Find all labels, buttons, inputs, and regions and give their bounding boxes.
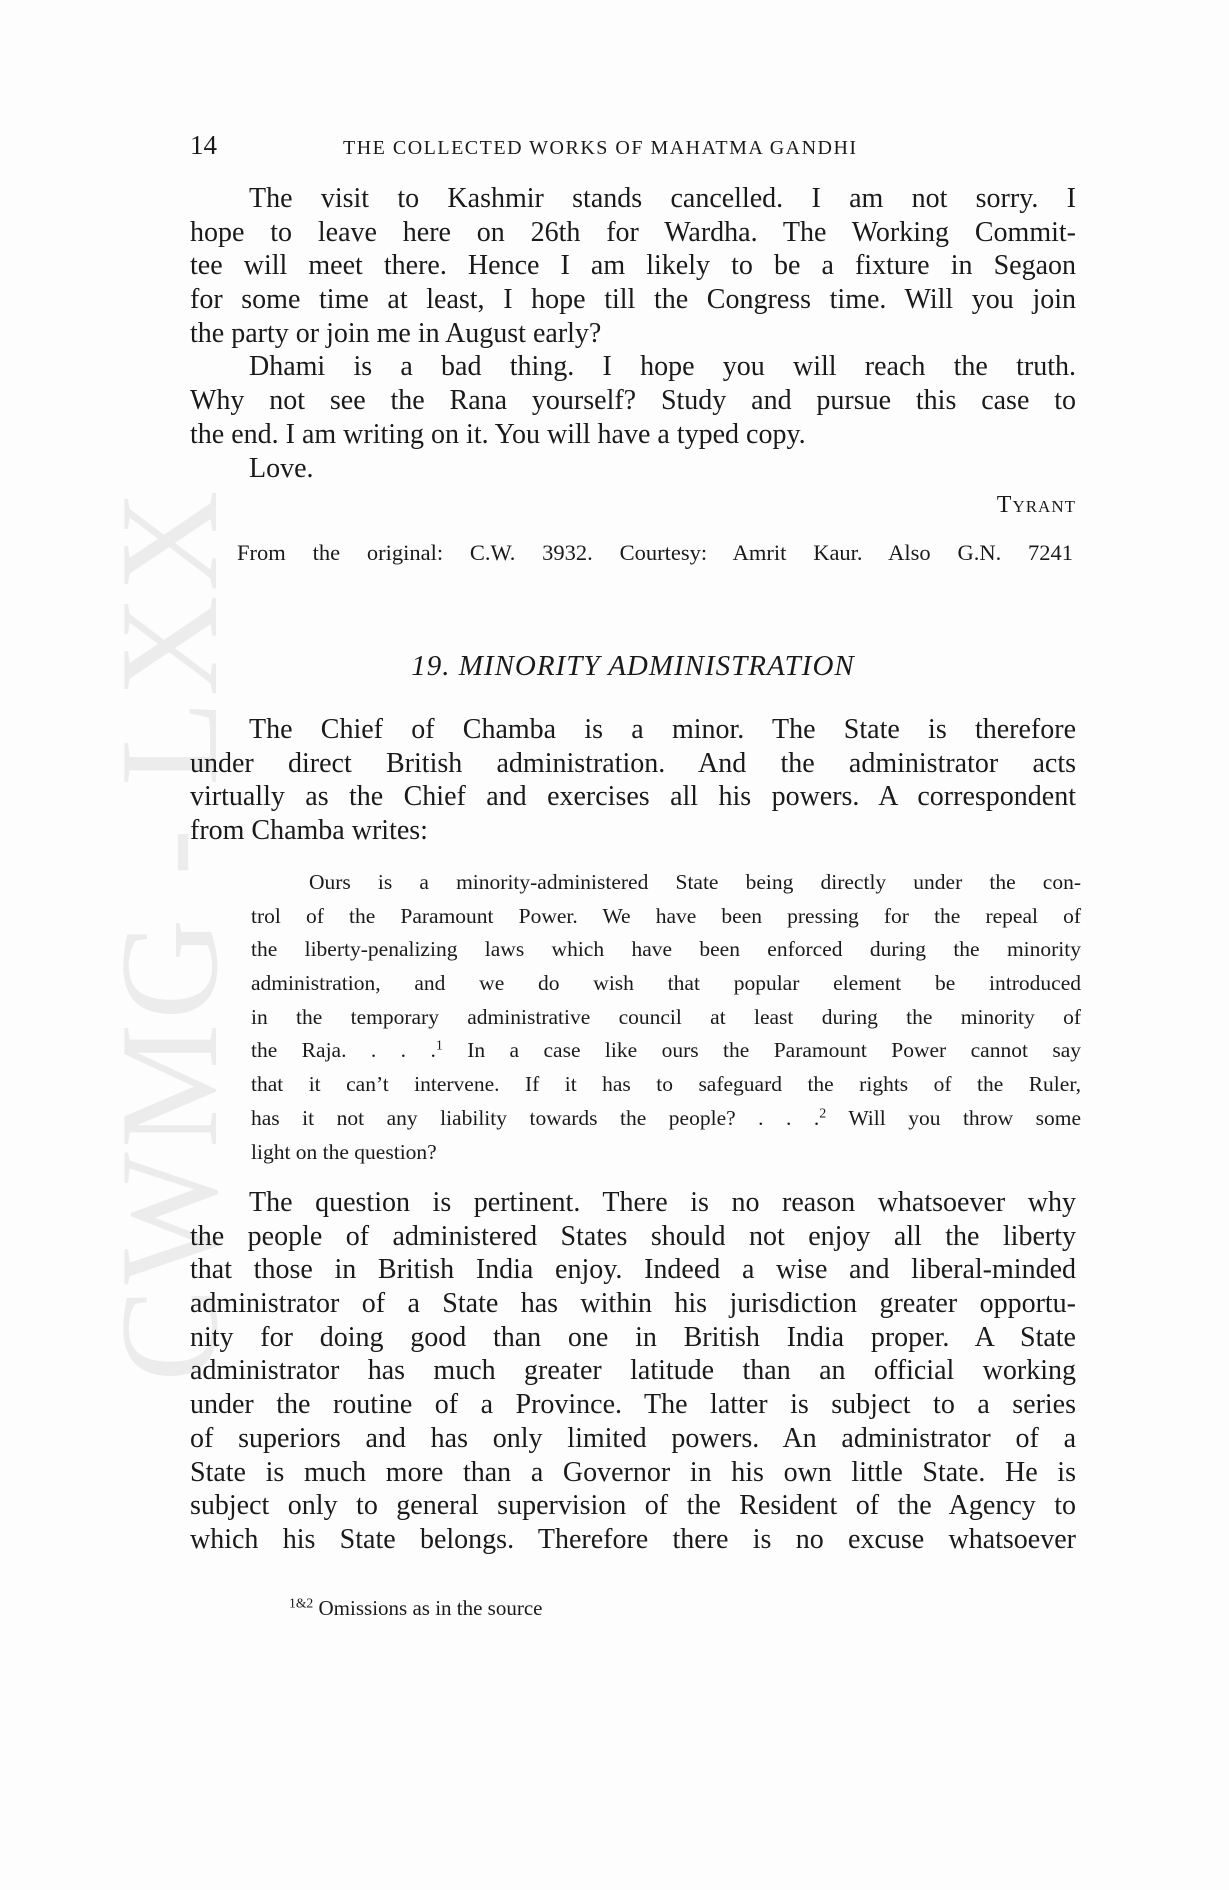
line-text: Will you throw some — [826, 1105, 1081, 1130]
line-text: from Chamba writes: — [190, 815, 428, 847]
line-text: trol of the Paramount Power. We have been pressing for the repeal of — [251, 903, 1081, 928]
line-text: administration, and we do wish that popular element be introduced — [251, 971, 1081, 996]
text-line — [190, 350, 1076, 384]
line-text: for some time at least, I hope till the Congress time. Will you join — [190, 284, 1076, 316]
text-line — [251, 1102, 1081, 1136]
line-text: tee will meet there. Hence I am likely to be a fixture in Segaon — [190, 250, 1076, 282]
line-text: The question is pertinent. There is no reason whatsoever why — [249, 1187, 1076, 1218]
text-line — [251, 1068, 1081, 1102]
line-text: The visit to Kashmir stands cancelled. I am not sorry. I — [249, 183, 1076, 214]
text-line — [190, 452, 1076, 486]
line-text: the liberty-penalizing laws which have been enforced during the minority — [251, 937, 1081, 962]
line-text: in the temporary administrative council at least during the minority of — [251, 1004, 1081, 1029]
text-line — [190, 747, 1076, 781]
text-line — [190, 1354, 1076, 1388]
text-line — [190, 249, 1076, 283]
text-line — [251, 1136, 1081, 1170]
text-line — [190, 1456, 1076, 1490]
text-line — [190, 418, 1076, 452]
line-text: that it can’t intervene. If it has to safeguard the rights of the Ruler, — [251, 1072, 1081, 1097]
line-text: The Chief of Chamba is a minor. The State is therefore — [249, 714, 1076, 745]
text-line — [251, 900, 1081, 934]
text-line — [190, 713, 1076, 747]
text-line — [190, 317, 1076, 351]
line-text: Love. — [249, 452, 314, 484]
line-text: hope to leave here on 26th for Wardha. The Working Commit- — [190, 216, 1076, 248]
page-number: 14 — [190, 130, 217, 160]
block-quote — [251, 866, 1081, 1169]
letter-body — [190, 182, 1076, 485]
text-line — [251, 1001, 1081, 1035]
watermark: CWMG - LXX — [92, 486, 247, 1382]
line-text: Dhami is a bad thing. I hope you will reach the truth. — [249, 351, 1076, 383]
article-heading: 19. MINORITY ADMINISTRATION — [411, 650, 855, 682]
text-line — [190, 1489, 1076, 1523]
running-title: THE COLLECTED WORKS OF MAHATMA GANDHI — [343, 137, 858, 159]
text-line — [251, 1034, 1081, 1068]
source-note: From the original: C.W. 3932. Courtesy: Amrit Kaur. Also G.N. 7241 — [237, 540, 1073, 565]
article-intro — [190, 713, 1076, 848]
text-line — [190, 1287, 1076, 1321]
text-line — [190, 1321, 1076, 1355]
line-text: that those in British India enjoy. Indeed a wise and liberal-minded — [190, 1254, 1076, 1286]
line-text: subject only to general supervision of the Resident of the Agency to — [190, 1490, 1076, 1522]
footnote-ref: 1 — [435, 1038, 443, 1054]
footnote-marks: 1&2 — [289, 1595, 314, 1611]
footnote-ref: 2 — [819, 1106, 827, 1122]
line-text: the party or join me in August early? — [190, 317, 602, 349]
text-line — [190, 1186, 1076, 1220]
line-text: the Raja. . . . — [251, 1038, 436, 1063]
line-text: administrator of a State has within his jurisdiction greater opportu- — [190, 1288, 1076, 1320]
footnote — [289, 1596, 543, 1621]
line-text: which his State belongs. Therefore there is no excuse whatsoever — [190, 1523, 1076, 1555]
text-line — [190, 780, 1076, 814]
line-text: under direct British administration. And the administrator acts — [190, 747, 1076, 779]
article-body — [190, 1186, 1076, 1557]
signature: Tyrant — [996, 492, 1076, 518]
line-text: virtually as the Chief and exercises all his powers. A correspondent — [190, 781, 1076, 813]
text-line — [190, 1220, 1076, 1254]
text-line — [190, 283, 1076, 317]
text-line — [190, 1253, 1076, 1287]
text-line — [190, 216, 1076, 250]
text-line — [190, 1388, 1076, 1422]
line-text: Ours is a minority-administered State being directly under the con- — [309, 870, 1081, 894]
line-text: In a case like ours the Paramount Power cannot say — [442, 1038, 1081, 1063]
line-text: Why not see the Rana yourself? Study and pursue this case to — [190, 385, 1076, 417]
text-line — [190, 384, 1076, 418]
line-text: light on the question? — [251, 1139, 437, 1164]
line-text: nity for doing good than one in British India proper. A State — [190, 1321, 1076, 1353]
text-line — [190, 1422, 1076, 1456]
line-text: administrator has much greater latitude than an official working — [190, 1355, 1076, 1387]
footnote-text: Omissions as in the source — [313, 1596, 543, 1620]
text-line — [190, 1523, 1076, 1557]
line-text: State is much more than a Governor in his own little State. He is — [190, 1456, 1076, 1488]
text-line — [190, 814, 1076, 848]
line-text: the people of administered States should not enjoy all the liberty — [190, 1220, 1076, 1252]
text-line — [251, 866, 1081, 900]
text-line — [190, 182, 1076, 216]
line-text: the end. I am writing on it. You will have a typed copy. — [190, 418, 806, 450]
text-line — [251, 967, 1081, 1001]
line-text: has it not any liability towards the people? . . . — [251, 1105, 820, 1130]
line-text: of superiors and has only limited powers. An administrator of a — [190, 1422, 1076, 1454]
line-text: under the routine of a Province. The latter is subject to a series — [190, 1389, 1076, 1421]
text-line — [251, 933, 1081, 967]
